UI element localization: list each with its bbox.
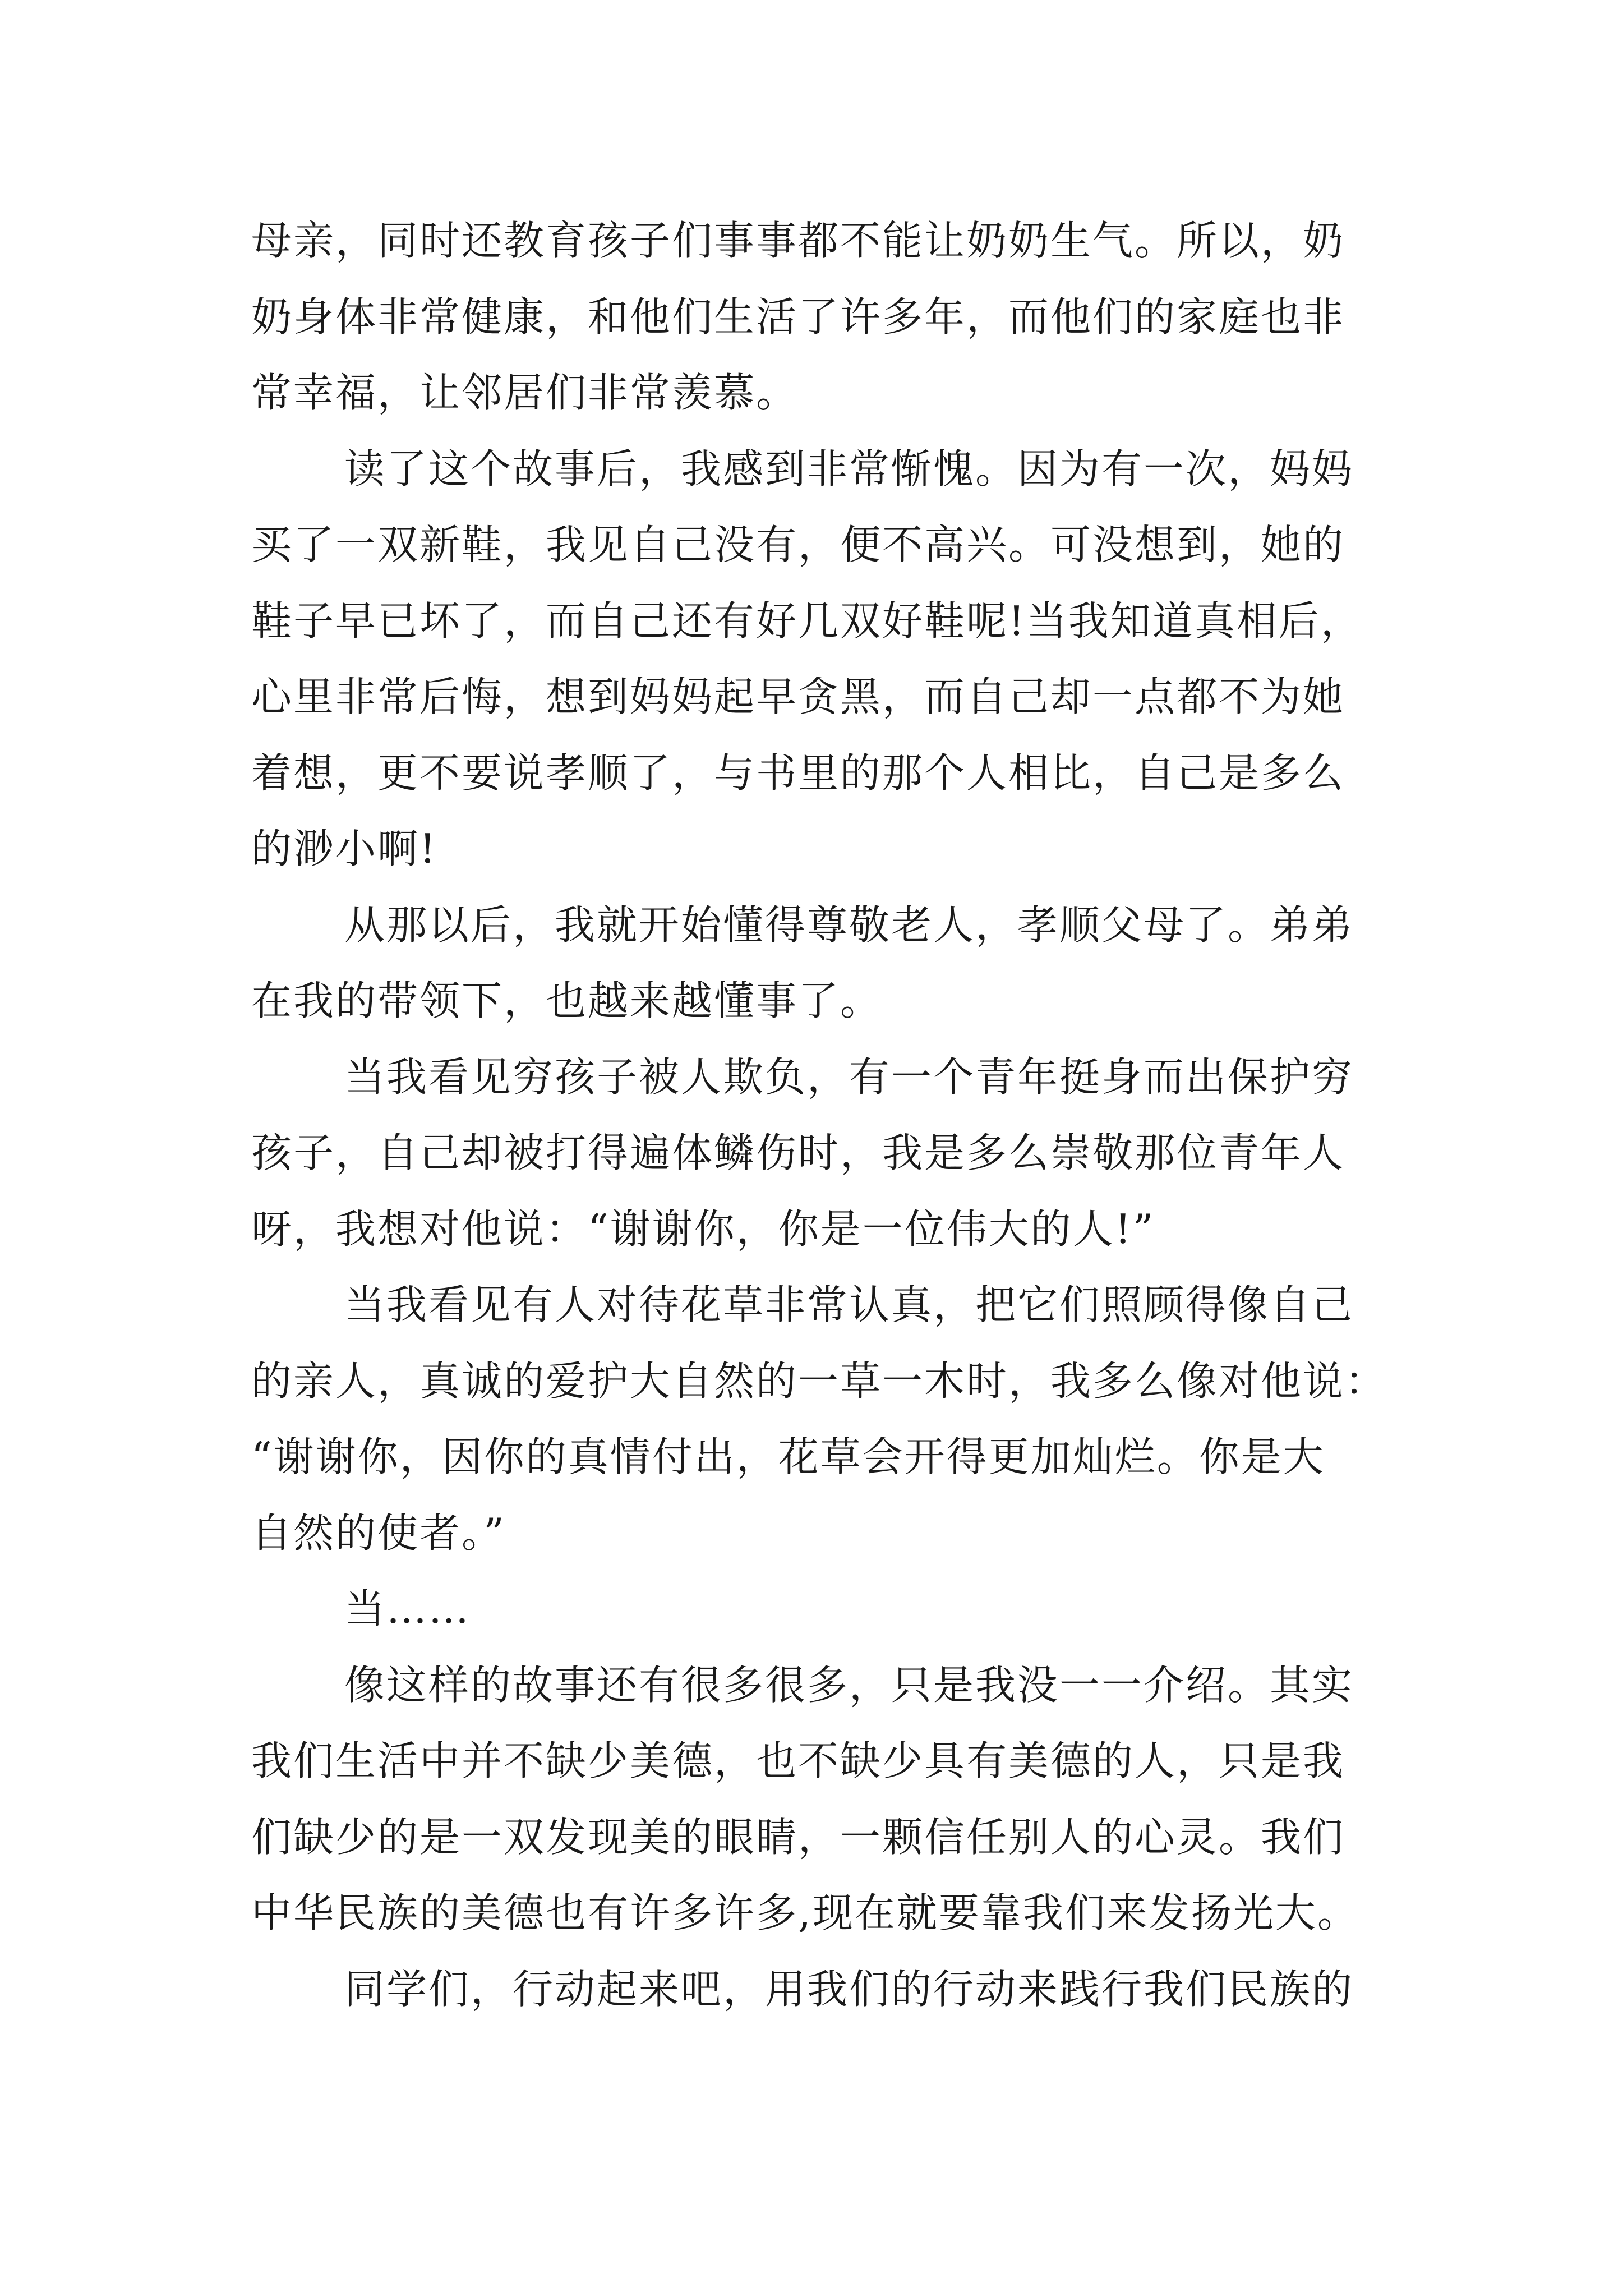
document-body	[251, 203, 1390, 2027]
text-line: 同学们，行动起来吧，用我们的行动来践行我们民族的	[344, 1965, 1354, 2013]
text-line: “谢谢你，因你的真情付出，花草会开得更加灿烂。你是大	[251, 1433, 1325, 1480]
text-line: 当……	[344, 1585, 471, 1632]
text-line: 中华民族的美德也有许多许多,现在就要靠我们来发扬光大。	[251, 1889, 1359, 1936]
text-line: 孩子，自己却被打得遍体鳞伤时，我是多么崇敬那位青年人	[251, 1129, 1345, 1176]
text-line: 心里非常后悔，想到妈妈起早贪黑，而自己却一点都不为她	[251, 673, 1345, 720]
text-line: 的亲人，真诚的爱护大自然的一草一木时，我多么像对他说：	[251, 1357, 1387, 1405]
text-line: 们缺少的是一双发现美的眼睛，一颗信任别人的心灵。我们	[251, 1813, 1345, 1861]
text-line: 当我看见穷孩子被人欺负，有一个青年挺身而出保护穷	[344, 1053, 1354, 1101]
text-line: 常幸福，让邻居们非常羡慕。	[251, 369, 799, 416]
text-line: 自然的使者。”	[251, 1509, 506, 1557]
text-line: 奶身体非常健康，和他们生活了许多年，而他们的家庭也非	[251, 293, 1345, 341]
text-line: 在我的带领下，也越来越懂事了。	[251, 977, 883, 1024]
text-line: 母亲，同时还教育孩子们事事都不能让奶奶生气。所以，奶	[251, 217, 1345, 264]
text-line: 当我看见有人对待花草非常认真，把它们照顾得像自己	[344, 1281, 1354, 1328]
text-line: 着想，更不要说孝顺了，与书里的那个人相比，自己是多么	[251, 749, 1345, 797]
text-line: 鞋子早已坏了，而自己还有好几双好鞋呢!当我知道真相后，	[251, 597, 1363, 645]
text-line: 买了一双新鞋，我见自己没有，便不高兴。可没想到，她的	[251, 521, 1345, 568]
text-line: 的渺小啊!	[251, 825, 437, 872]
text-line: 我们生活中并不缺少美德，也不缺少具有美德的人，只是我	[251, 1737, 1345, 1784]
text-line: 从那以后，我就开始懂得尊敬老人，孝顺父母了。弟弟	[344, 901, 1354, 949]
text-line: 像这样的故事还有很多很多，只是我没一一介绍。其实	[344, 1661, 1354, 1709]
text-line: 呀，我想对他说：“谢谢你，你是一位伟大的人!”	[251, 1205, 1155, 1253]
text-line: 读了这个故事后，我感到非常惭愧。因为有一次，妈妈	[344, 445, 1354, 493]
